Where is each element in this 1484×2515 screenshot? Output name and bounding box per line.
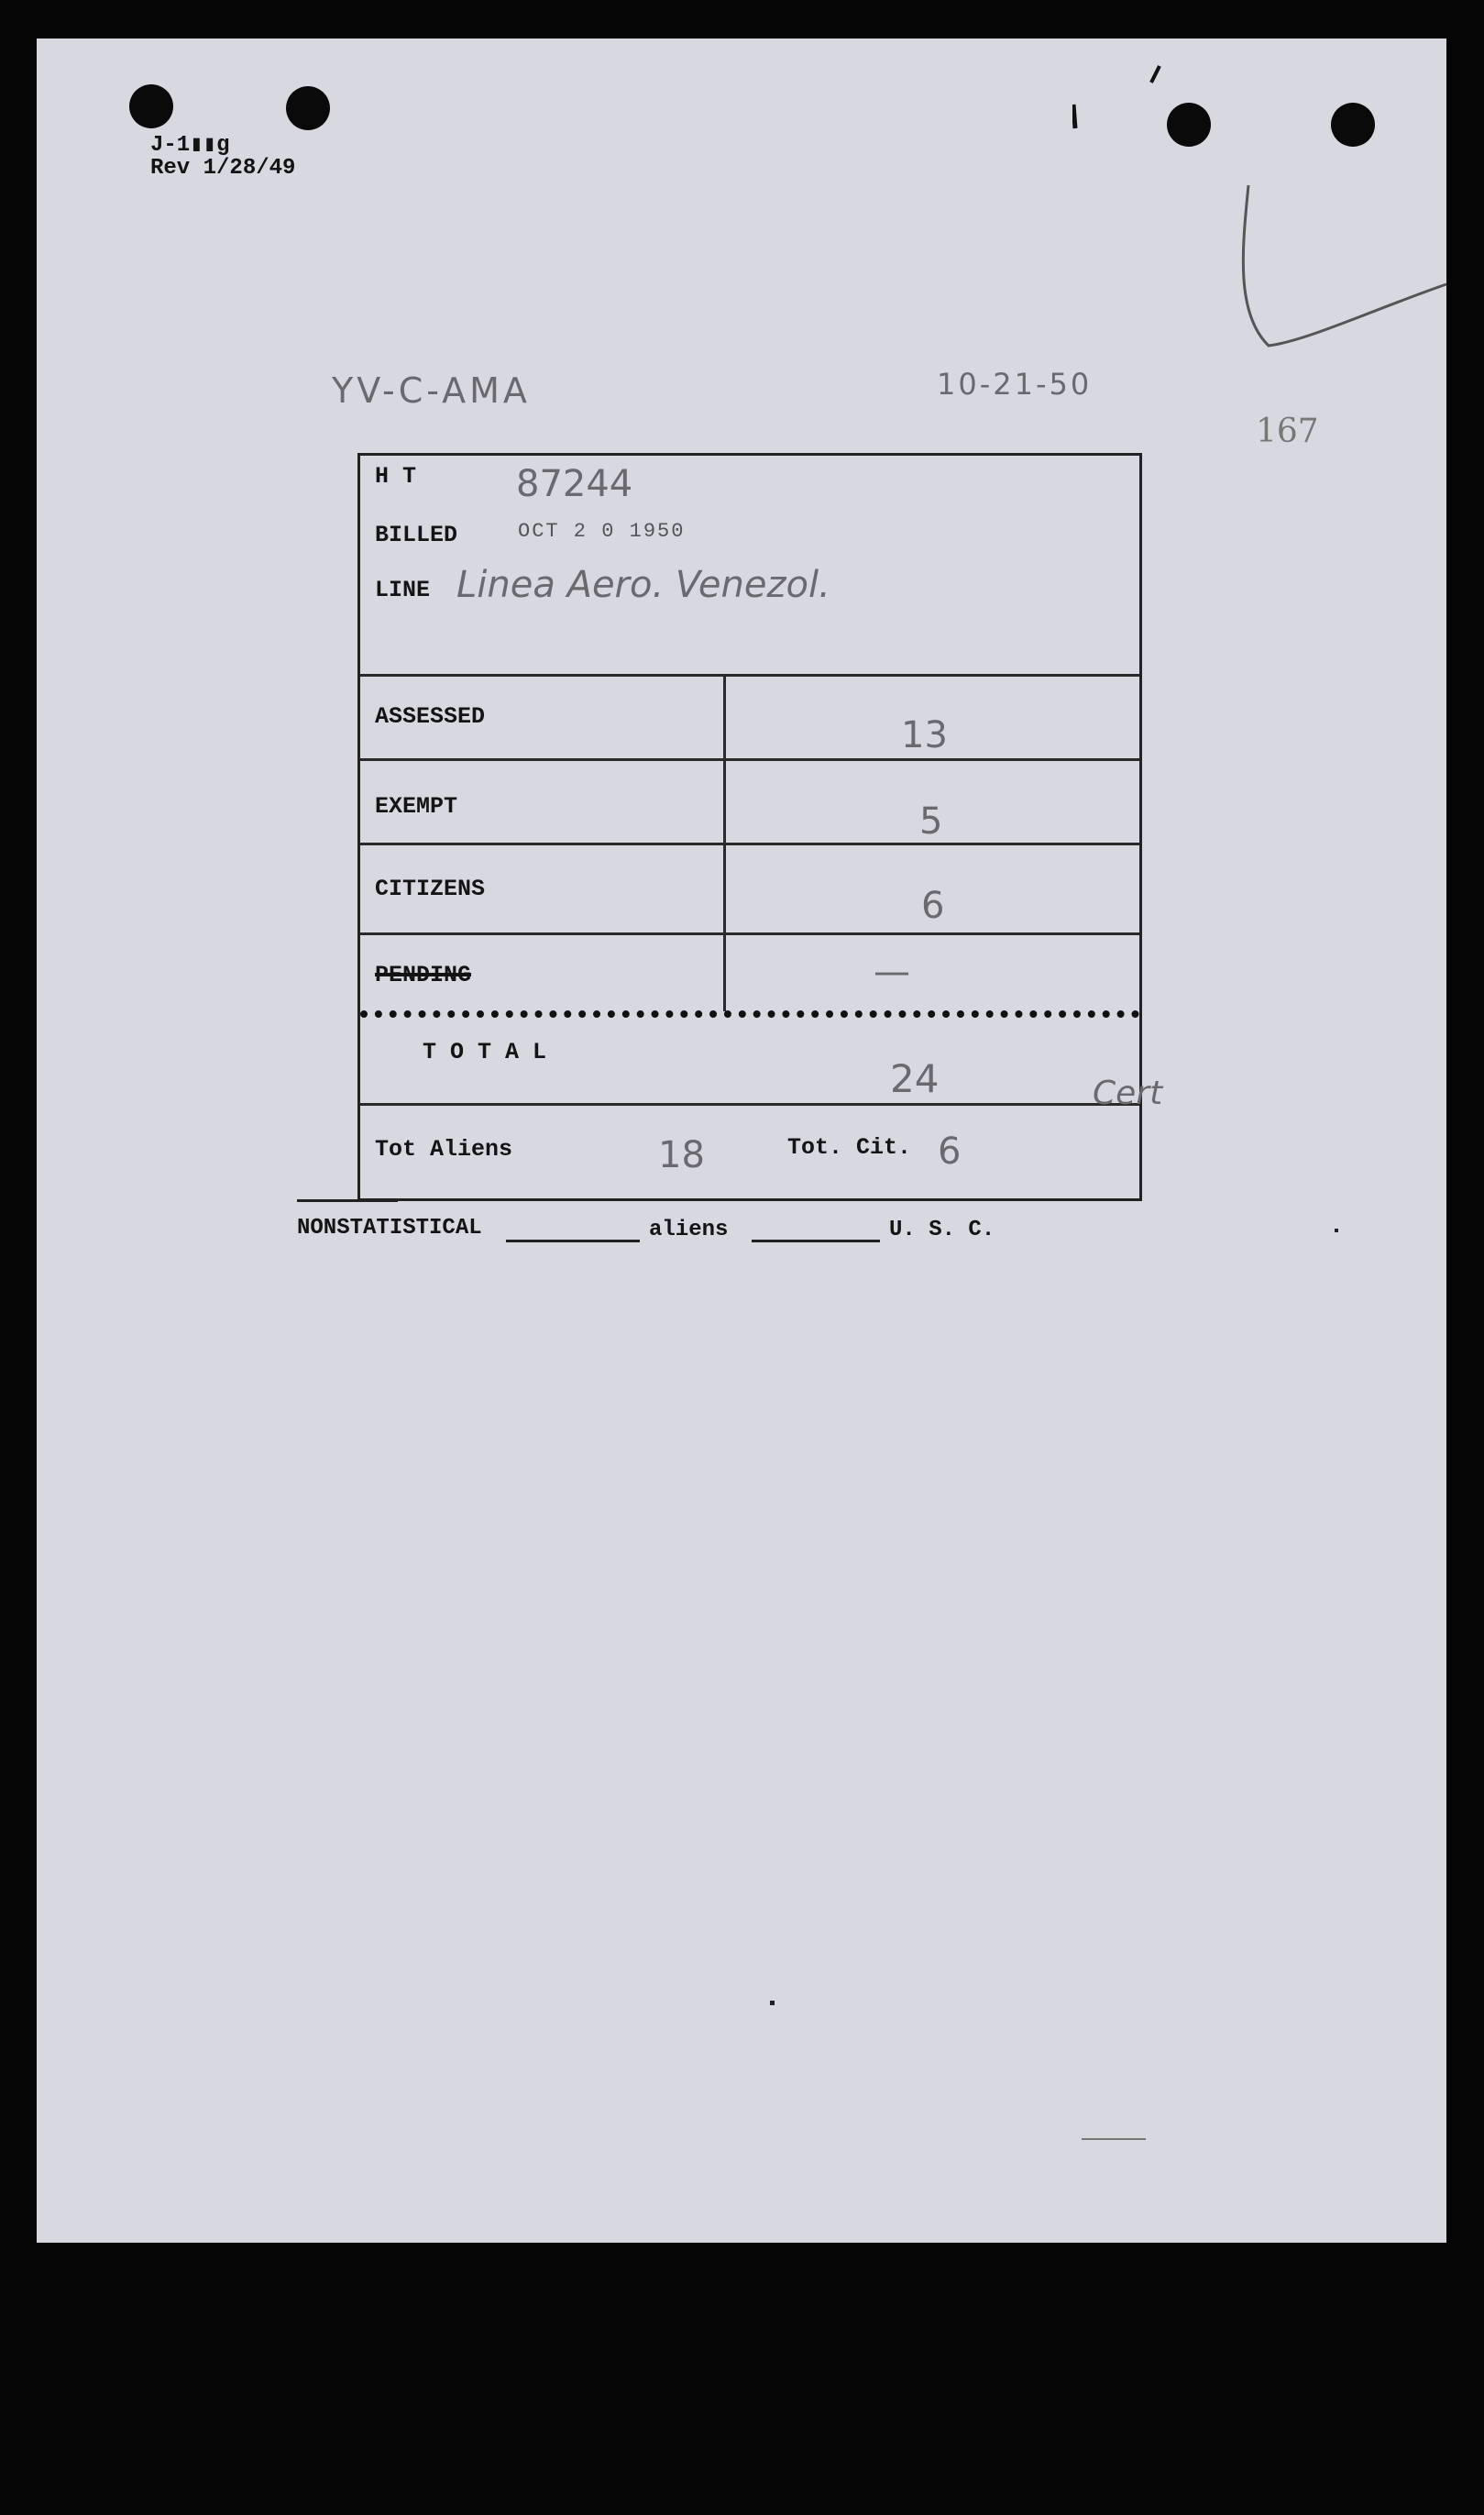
aliens-label: aliens [649, 1218, 729, 1242]
billed-label: BILLED [375, 522, 458, 548]
corner-code: YV-C-AMA [332, 370, 531, 411]
pen-check-mark [1072, 39, 1457, 405]
aliens-blank [752, 1240, 880, 1242]
citizens-value: 6 [921, 885, 945, 927]
tot-cit-value: 6 [938, 1131, 962, 1173]
corner-date: 10-21-50 [937, 367, 1093, 402]
document-page [37, 39, 1446, 2243]
ht-label: H T [375, 463, 417, 490]
citizens-label: CITIZENS [375, 876, 486, 902]
exempt-label: EXEMPT [375, 793, 458, 820]
line-value: Linea Aero. Venezol. [456, 564, 830, 606]
total-value: 24 [890, 1056, 940, 1101]
assessed-value: 13 [901, 714, 948, 756]
billed-date-stamp: OCT 2 0 1950 [518, 520, 686, 543]
page-number: 167 [1256, 413, 1319, 450]
initials-mark: Cert [1093, 1075, 1163, 1112]
total-label: T O T A L [423, 1039, 547, 1065]
assessed-label: ASSESSED [375, 703, 486, 730]
ht-value: 87244 [516, 463, 633, 505]
punch-hole-icon [129, 84, 173, 128]
tot-cit-label: Tot. Cit. [787, 1134, 912, 1161]
line-label: LINE [375, 577, 431, 603]
usc-label: U. S. C. [889, 1218, 995, 1242]
nonstatistical-blank [506, 1240, 640, 1242]
total-separator [360, 1010, 1139, 1018]
tot-aliens-label: Tot Aliens [375, 1136, 513, 1163]
nonstatistical-label: NONSTATISTICAL [297, 1216, 482, 1241]
exempt-value: 5 [919, 800, 943, 843]
tot-aliens-value: 18 [658, 1134, 705, 1176]
entry-form [357, 453, 1142, 1201]
pending-value: — [874, 951, 910, 993]
form-revision: Rev 1/28/49 [150, 156, 296, 181]
pending-label: PENDING [375, 962, 472, 988]
punch-hole-icon [286, 86, 330, 130]
form-id: J-1▮▮g [150, 133, 230, 158]
